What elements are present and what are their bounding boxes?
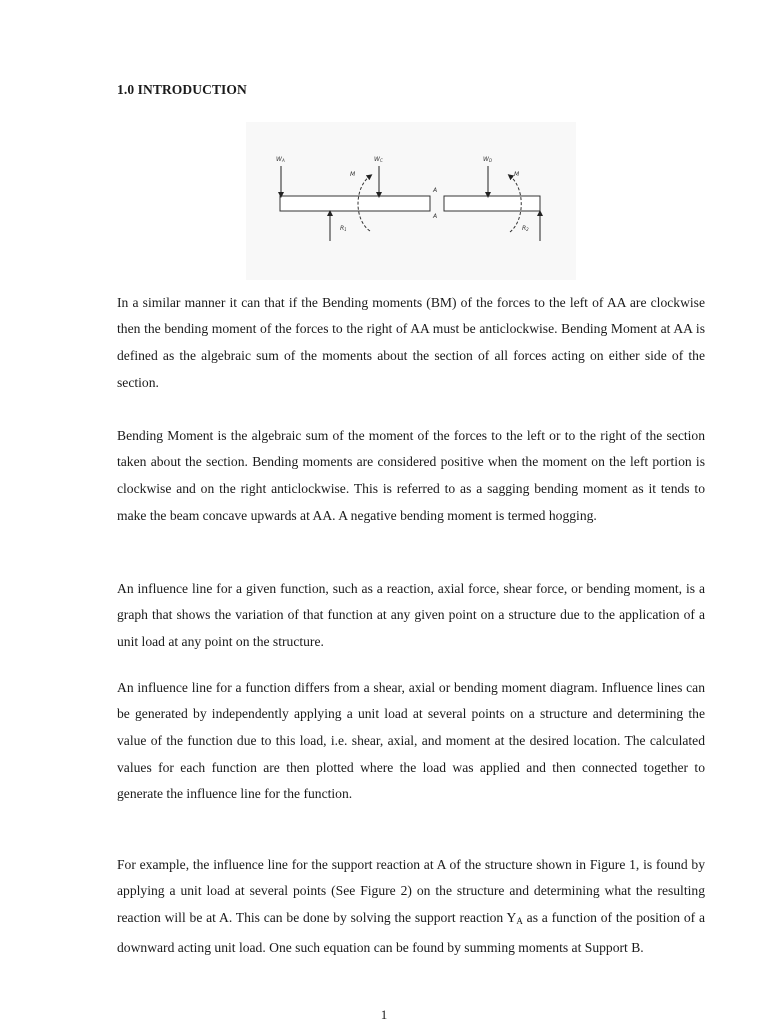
- left-beam: [280, 196, 430, 211]
- label-wa: WA: [276, 156, 285, 163]
- label-r1: R1: [340, 225, 347, 232]
- label-moment-right: M: [514, 171, 520, 178]
- label-wc: WC: [374, 156, 383, 163]
- right-beam: [444, 196, 540, 211]
- paragraph-influence-line-generation: An influence line for a function differs from a shear, axial or bending moment diagram. Influence lines can be generated by independently applying a unit load at several points on a structure and determining the value of the function due to this load, i.e. shear, axial, and moment at the desired location. The calculated values for each function are then plotted where the load was applied and then connected together to generate the influence line for the function.: [117, 679, 705, 802]
- p5-subscript: A: [516, 916, 523, 926]
- label-section-a-top: A: [433, 187, 438, 194]
- paragraph-bending-moment-direction: In a similar manner it can that if the Bending moments (BM) of the forces to the left of AA are clockwise then the bending moment of the forces to the right of AA must be anticlockwise. Bending Moment at AA is defined as the algebraic sum of the moments about the section of all forces acting on either side of the section.: [117, 294, 705, 390]
- p5-text-part2: as a function of the position of a downward acting unit load. One such equation can be found by summing moments at Support B.: [117, 910, 706, 955]
- p5-text-part1: For example, the influence line for the support reaction at A of the structure shown in Figure 1, is found by applying a unit load at several points (See Figure 2) on the structure and determining what the resulting reaction will be at A. This can be done by solving the support reaction Y: [117, 856, 705, 925]
- label-r2: R2: [522, 225, 529, 232]
- label-wd: WD: [483, 156, 493, 163]
- beam-diagram: [246, 122, 576, 280]
- paragraph-bending-moment-definition: Bending Moment is the algebraic sum of the moment of the forces to the left or to the right of the section taken about the section. Bending moments are considered positive when the moment on the left portion is clockwise and on the right anticlockwise. This is referred to as a sagging bending moment as it tends to make the beam concave upwards at AA. A negative bending moment is termed hogging.: [117, 427, 705, 523]
- label-section-a-bottom: A: [433, 213, 438, 220]
- paragraph-influence-line-example: [117, 852, 705, 962]
- beam-section-figure: [246, 122, 576, 280]
- paragraph-influence-line-definition: An influence line for a given function, such as a reaction, axial force, shear force, or bending moment, is a graph that shows the variation of that function at any given point on a structure due to the application of a unit load at any point on the structure.: [117, 580, 705, 649]
- section-heading: 1.0 INTRODUCTION: [117, 82, 247, 97]
- label-moment-left: M: [350, 171, 356, 178]
- page-number: 1: [380, 1007, 388, 1022]
